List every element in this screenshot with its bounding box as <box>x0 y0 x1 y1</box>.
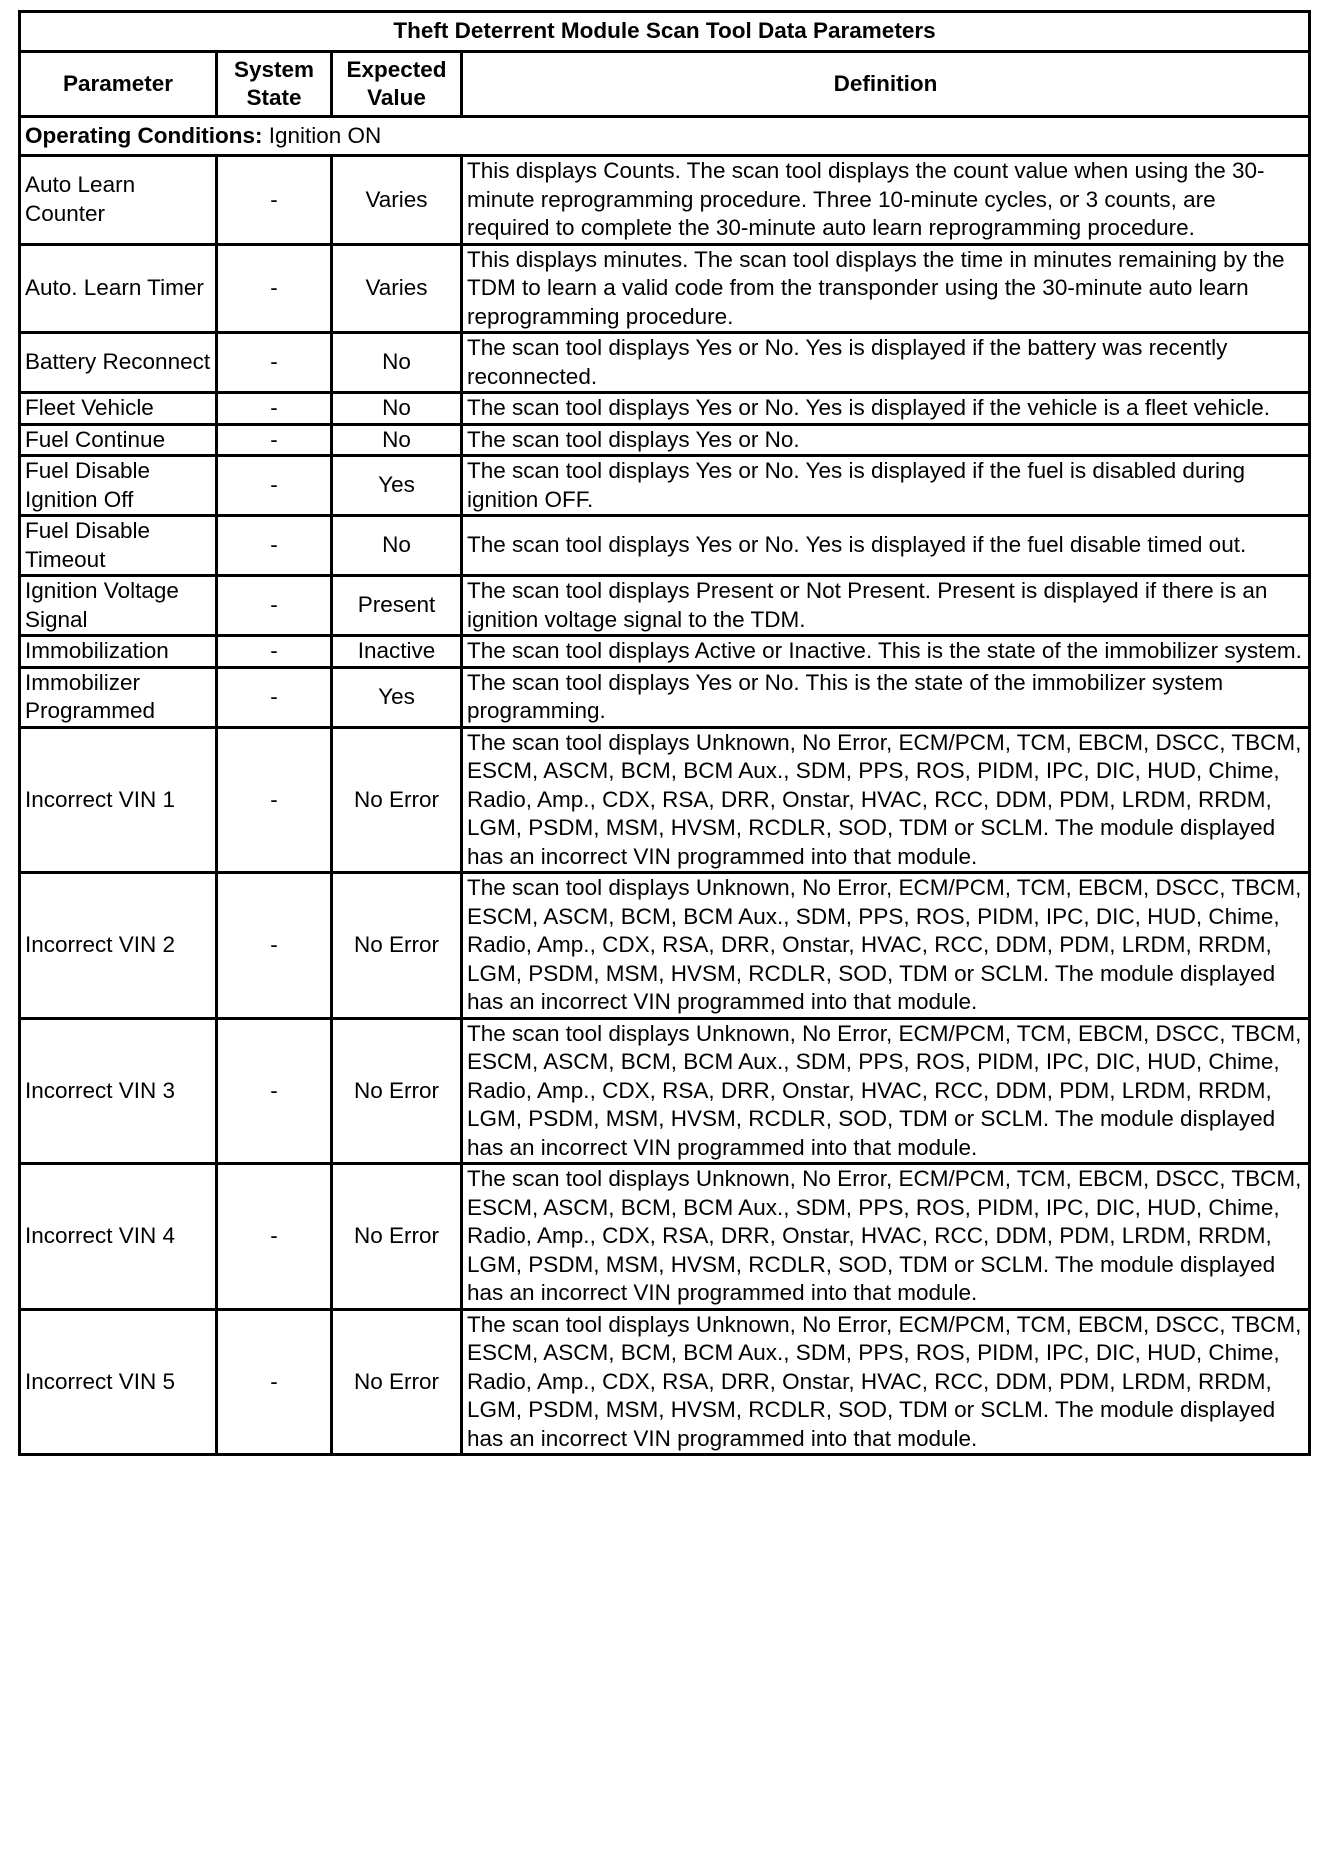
expected-value-cell: No Error <box>332 727 462 873</box>
parameter-cell: Immobilization <box>20 636 217 668</box>
parameter-cell: Immobilizer Programmed <box>20 667 217 727</box>
expected-value-cell: No <box>332 393 462 425</box>
definition-cell: The scan tool displays Present or Not Present. Present is displayed if there is an ignition voltage signal to the TDM. <box>462 576 1310 636</box>
table-row <box>20 516 1310 576</box>
header-expected-value-line2: Value <box>367 85 426 110</box>
table-row <box>20 1309 1310 1455</box>
parameter-cell: Incorrect VIN 2 <box>20 873 217 1019</box>
operating-conditions-value: Ignition ON <box>262 122 382 148</box>
table-row <box>20 636 1310 668</box>
table-row <box>20 393 1310 425</box>
expected-value-cell: Yes <box>332 456 462 516</box>
table-row <box>20 1164 1310 1310</box>
definition-cell: The scan tool displays Yes or No. Yes is displayed if the battery was recently reconnected. <box>462 333 1310 393</box>
table-row <box>20 156 1310 245</box>
header-parameter: Parameter <box>20 52 217 117</box>
expected-value-cell: Varies <box>332 244 462 333</box>
table-row <box>20 456 1310 516</box>
system-state-cell: - <box>217 873 332 1019</box>
header-expected-value-line1: Expected <box>346 56 447 82</box>
definition-cell: The scan tool displays Unknown, No Error, ECM/PCM, TCM, EBCM, DSCC, TBCM, ESCM, ASCM, BCM, BCM Aux., SDM, PPS, ROS, PIDM, IPC, DIC, HUD, Chime, Radio, Amp., CDX, RSA, DRR, Onstar, HVAC, RCC, DDM, PDM, LRDM, RRDM, LGM, PSDM, MSM, HVSM, RCDLR, SOD, TDM or SCLM. The module displayed has an incorrect VIN programmed into that module. <box>462 1309 1310 1455</box>
system-state-cell: - <box>217 244 332 333</box>
system-state-cell: - <box>217 1309 332 1455</box>
expected-value-cell: No Error <box>332 1018 462 1164</box>
parameter-cell: Incorrect VIN 3 <box>20 1018 217 1164</box>
document-page <box>18 10 1311 1456</box>
expected-value-cell: No <box>332 516 462 576</box>
system-state-cell: - <box>217 636 332 668</box>
expected-value-cell: Varies <box>332 156 462 245</box>
table-row <box>20 244 1310 333</box>
operating-conditions-row <box>20 117 1310 156</box>
table-title-row <box>20 12 1310 52</box>
operating-conditions <box>20 117 1310 156</box>
expected-value-cell: No Error <box>332 873 462 1019</box>
table-row <box>20 424 1310 456</box>
scan-tool-data-table <box>18 10 1311 1456</box>
system-state-cell: - <box>217 333 332 393</box>
parameter-cell: Auto. Learn Timer <box>20 244 217 333</box>
parameter-cell: Fleet Vehicle <box>20 393 217 425</box>
table-header-row <box>20 52 1310 117</box>
system-state-cell: - <box>217 456 332 516</box>
header-system-state-line2: State <box>246 85 302 110</box>
expected-value-cell: Yes <box>332 667 462 727</box>
parameter-cell: Incorrect VIN 5 <box>20 1309 217 1455</box>
table-row <box>20 576 1310 636</box>
definition-cell: The scan tool displays Yes or No. Yes is displayed if the fuel is disabled during ignition OFF. <box>462 456 1310 516</box>
expected-value-cell: Present <box>332 576 462 636</box>
table-row <box>20 667 1310 727</box>
definition-cell: The scan tool displays Unknown, No Error, ECM/PCM, TCM, EBCM, DSCC, TBCM, ESCM, ASCM, BCM, BCM Aux., SDM, PPS, ROS, PIDM, IPC, DIC, HUD, Chime, Radio, Amp., CDX, RSA, DRR, Onstar, HVAC, RCC, DDM, PDM, LRDM, RRDM, LGM, PSDM, MSM, HVSM, RCDLR, SOD, TDM or SCLM. The module displayed has an incorrect VIN programmed into that module. <box>462 1018 1310 1164</box>
parameter-cell: Auto Learn Counter <box>20 156 217 245</box>
expected-value-cell: No <box>332 424 462 456</box>
definition-cell: The scan tool displays Yes or No. Yes is displayed if the vehicle is a fleet vehicle. <box>462 393 1310 425</box>
header-system-state-line1: System <box>233 56 315 82</box>
expected-value-cell: Inactive <box>332 636 462 668</box>
table-row <box>20 1018 1310 1164</box>
definition-cell: This displays minutes. The scan tool displays the time in minutes remaining by the TDM to learn a valid code from the transponder using the 30-minute auto learn reprogramming procedure. <box>462 244 1310 333</box>
definition-cell: The scan tool displays Active or Inactive. This is the state of the immobilizer system. <box>462 636 1310 668</box>
operating-conditions-label: Operating Conditions: <box>25 122 263 148</box>
parameter-cell: Incorrect VIN 1 <box>20 727 217 873</box>
expected-value-cell: No Error <box>332 1164 462 1310</box>
system-state-cell: - <box>217 667 332 727</box>
expected-value-cell: No Error <box>332 1309 462 1455</box>
definition-cell: The scan tool displays Yes or No. <box>462 424 1310 456</box>
header-expected-value <box>332 52 462 117</box>
table-row <box>20 333 1310 393</box>
definition-cell: This displays Counts. The scan tool displays the count value when using the 30-minute reprogramming procedure. Three 10-minute cycles, or 3 counts, are required to complete the 30-minute auto learn reprogramming procedure. <box>462 156 1310 245</box>
definition-cell: The scan tool displays Unknown, No Error, ECM/PCM, TCM, EBCM, DSCC, TBCM, ESCM, ASCM, BCM, BCM Aux., SDM, PPS, ROS, PIDM, IPC, DIC, HUD, Chime, Radio, Amp., CDX, RSA, DRR, Onstar, HVAC, RCC, DDM, PDM, LRDM, RRDM, LGM, PSDM, MSM, HVSM, RCDLR, SOD, TDM or SCLM. The module displayed has an incorrect VIN programmed into that module. <box>462 1164 1310 1310</box>
parameter-cell: Battery Reconnect <box>20 333 217 393</box>
parameter-cell: Fuel Disable Ignition Off <box>20 456 217 516</box>
header-system-state <box>217 52 332 117</box>
parameter-cell: Fuel Disable Timeout <box>20 516 217 576</box>
system-state-cell: - <box>217 727 332 873</box>
system-state-cell: - <box>217 576 332 636</box>
definition-cell: The scan tool displays Unknown, No Error, ECM/PCM, TCM, EBCM, DSCC, TBCM, ESCM, ASCM, BCM, BCM Aux., SDM, PPS, ROS, PIDM, IPC, DIC, HUD, Chime, Radio, Amp., CDX, RSA, DRR, Onstar, HVAC, RCC, DDM, PDM, LRDM, RRDM, LGM, PSDM, MSM, HVSM, RCDLR, SOD, TDM or SCLM. The module displayed has an incorrect VIN programmed into that module. <box>462 873 1310 1019</box>
definition-cell: The scan tool displays Yes or No. Yes is displayed if the fuel disable timed out. <box>462 516 1310 576</box>
system-state-cell: - <box>217 1018 332 1164</box>
system-state-cell: - <box>217 516 332 576</box>
table-row <box>20 727 1310 873</box>
system-state-cell: - <box>217 156 332 245</box>
table-row <box>20 873 1310 1019</box>
parameter-cell: Incorrect VIN 4 <box>20 1164 217 1310</box>
parameter-cell: Ignition Voltage Signal <box>20 576 217 636</box>
system-state-cell: - <box>217 1164 332 1310</box>
system-state-cell: - <box>217 424 332 456</box>
header-definition: Definition <box>462 52 1310 117</box>
system-state-cell: - <box>217 393 332 425</box>
parameter-cell: Fuel Continue <box>20 424 217 456</box>
table-title: Theft Deterrent Module Scan Tool Data Parameters <box>20 12 1310 52</box>
definition-cell: The scan tool displays Unknown, No Error, ECM/PCM, TCM, EBCM, DSCC, TBCM, ESCM, ASCM, BCM, BCM Aux., SDM, PPS, ROS, PIDM, IPC, DIC, HUD, Chime, Radio, Amp., CDX, RSA, DRR, Onstar, HVAC, RCC, DDM, PDM, LRDM, RRDM, LGM, PSDM, MSM, HVSM, RCDLR, SOD, TDM or SCLM. The module displayed has an incorrect VIN programmed into that module. <box>462 727 1310 873</box>
definition-cell: The scan tool displays Yes or No. This is the state of the immobilizer system programming. <box>462 667 1310 727</box>
expected-value-cell: No <box>332 333 462 393</box>
